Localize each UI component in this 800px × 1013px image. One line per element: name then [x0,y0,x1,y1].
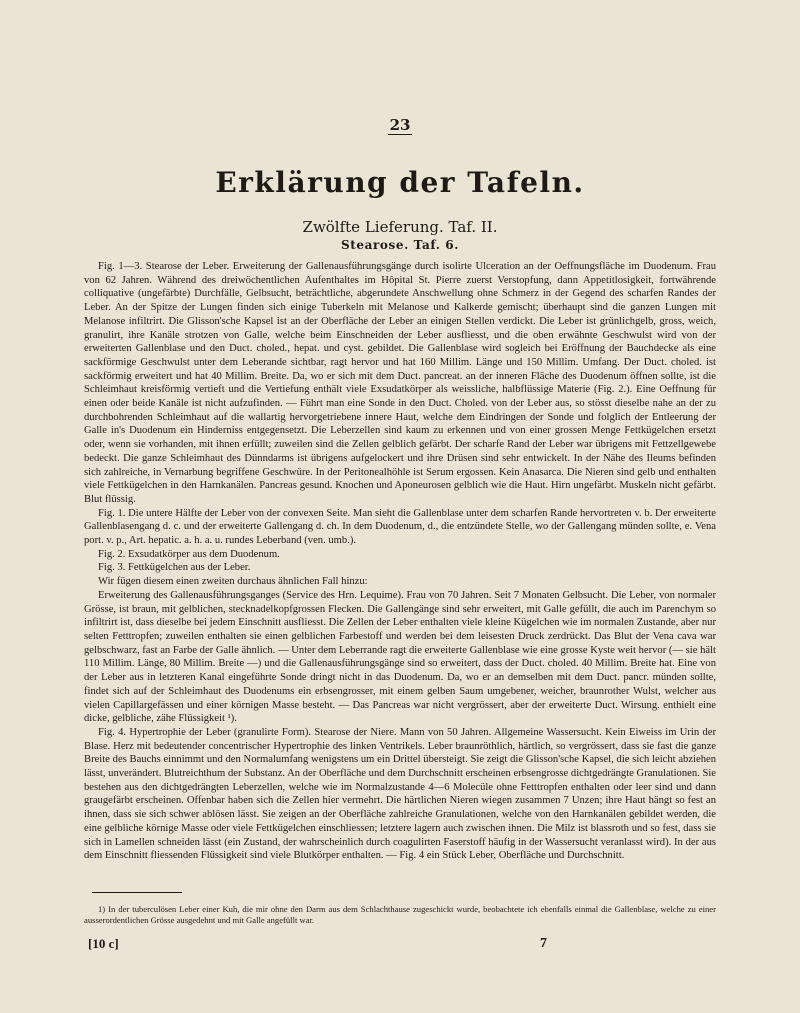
page-title: Erklärung der Tafeln. [215,166,585,199]
paragraph-fig-1: Fig. 1. Die untere Hälfte der Leber von der convexen Seite. Man sieht die Gallenblase unter dem scharfen Rande hervortreten v. b. Der erweiterte Gallenblasengang d. c. und der erweiterte Gallengang d. ch. In dem Duodenum, d., die entzündete Stelle, wo der Gallengang münden sollte, e. Vena port. v. p., Art. hepatic. a. h. a. u. rundes Leberband (ven. umb.). [84,507,716,547]
printer-signature: [10 c] [88,936,119,951]
section-subtitle: Zwölfte Lieferung. Taf. II. [302,218,498,236]
paragraph-fig-2: Fig. 2. Exsudatkörper aus dem Duodenum. [98,548,280,560]
footnote-text: 1) In der tuberculösen Leber einer Kuh, die mir ohne den Darm aus dem Schlachthause zugeschickt wurde, beobachtete ich ebenfalls einmal die Gallenblase, welche zu einer ausserordentlichen Grösse ausgedehnt und mit Galle angefüllt war. [84,904,716,925]
footnote [84,904,716,926]
sheet-number: 7 [540,936,547,951]
paragraph-second-case-intro: Wir fügen diesem einen zweiten durchaus ähnlichen Fall hinzu: [98,576,368,588]
body-text [84,260,716,863]
paragraph-fig-3: Fig. 3. Fettkügelchen aus der Leber. [98,562,251,574]
paragraph-fig-1-3: Fig. 1—3. Stearose der Leber. Erweiterung der Gallenausführungsgänge durch isolirte Ulceration an der Oeffnungsfläche im Duodenum. Frau von 62 Jahren. Während des dreiwöchentlichen Aufenthaltes im Hôpital St. Pierre zuerst Verstopfung, dann Appetitlosigkeit, fortwährende colliquative (ungefärbte) Durchfälle, Gelbsucht, beträchtliche, abgerundete Anschwellung ohne Schmerz in der Gegend des scharfen Randes der Leber. An der Spitze der Lungen finden sich einige Tuberkeln mit Melanose und Kalkerde gemischt; überhaupt sind die ganzen Lungen mit Melanose infiltrirt. Die Glisson'sche Kapsel ist an der Oberfläche der Leber an einigen Stellen verdickt. Die Leber ist grünlichgelb, gross, weich, granulirt, ihre Kanäle strotzen von Galle, welche beim Einschneiden der Leber ausfliesst, und die oben erwähnte Geschwulst wird von der erweiterten Gallenblase und den Duct. choled., hepat. und cyst. gebildet. Die Gallenblase wird sogleich bei Eröffnung der Bauchdecke als eine sackförmige Geschwulst unter dem Leberande sichtbar, ragt hervor und hat 160 Millim. Länge und 150 Millim. Umfang. Der Duct. choled. ist sackförmig erweitert und hat 40 Millim. Breite. Da, wo er sich mit dem Duct. pancreat. an der inneren Fläche des Duodenum öffnen sollte, ist die Schleimhaut kreisförmig vertieft und die Vertiefung enthält viele Exsudatkörper als weissliche, halbflüssige Materie (Fig. 2.). Eine Oeffnung für einen oder beide Kanäle ist nicht aufzufinden. — Führt man eine Sonde in den Duct. Choled. von der Leber aus, so stösst dieselbe nahe an der zu durchbohrenden Schleimhaut auf die wallartig hervorgetriebene innere Haut, welche dem Eindringen der Sonde und folglich der Entleerung der Galle in's Duodenum ein Hinderniss entgegensetzt. Die Leberzellen sind kaum zu erkennen und von einer grossen Menge Fettkügelchen ersetzt oder, wenn sie vorhanden, mit ihnen erfüllt; zuweilen sind die Zellen gelblich gefärbt. Der scharfe Rand der Leber war übrigens mit Fettzellgewebe bedeckt. Die ganze Schleimhaut des Dünndarms ist übrigens aufgelockert und ihre Drüsen sind sehr entwickelt. In der Nähe des Ileums befinden sich zahlreiche, in Vernarbung begriffene Geschwüre. In der Peritonealhöhle ist Serum ergossen. Kein Anasarca. Die Nieren sind gelb und enthalten viele Fettkügelchen in den Harnkanälen. Pancreas gesund. Knochen und Aponeurosen gelblich wie die Haut. Hirn ungefärbt. Muskeln nicht gefärbt. Blut flüssig. [84,261,716,505]
paragraph-fig-4: Fig. 4. Hypertrophie der Leber (granulirte Form). Stearose der Niere. Mann von 50 Jahren. Allgemeine Wassersucht. Kein Eiweiss im Urin der Blase. Herz mit bedeutender concentrischer Hypertrophie des linken Ventrikels. Leber braunröthlich, härtlich, so vergrössert, dass sie fast die ganze Breite des Bauchs einnimmt und den Normalumfang wenigstens um ein Drittel übersteigt. Sie zeigt die Glisson'sche Kapsel, die sich leicht abziehen lässt, unverändert. Blutreichthum der Substanz. An der Oberfläche und dem Durchschnitt erscheinen erbsengrosse dichtgedrängte Granulationen. Sie bestehen aus den dichtgedrängten Leberzellen, welche wie im Normalzustande 4—6 Molecüle ohne Fetttropfen enthalten oder leer sind und dann graugefärbt erscheinen. Offenbar haben sich die Zellen hier vermehrt. Die härtlichen Nieren wiegen zusammen 7 Unzen; ihre Haut hängt so fest an ihnen, dass sie sich schwer ablösen lässt. Sie zeigen an der Oberfläche zahlreiche Granulationen, welche von den Harnkanälen gebildet werden, die eine gelbliche körnige Masse oder viele Fettkügelchen einschliessen; letztere lagern auch zwischen ihnen. Die Milz ist blassroth und so fest, dass sie sich in Lamellen schneiden lässt (ein Zustand, der wahrscheinlich durch coagulirten Faserstoff häufig in der Wassersucht veranlasst wird). In der aus dem Einschnitt fliessenden Flüssigkeit sind viele Blutkörper enthalten. — Fig. 4 ein Stück Leber, Oberfläche und Durchschnitt. [84,726,716,862]
page-number: 23 [389,116,411,134]
paragraph-second-case: Erweiterung des Gallenausführungsganges (Service des Hrn. Lequime). Frau von 70 Jahren. Seit 7 Monaten Gelbsucht. Die Leber, von normaler Grösse, ist braun, mit gelblichen, stecknadelkopfgrossen Flecken. Die Gallengänge sind sehr erweitert, mit Galle gefüllt, die auch im Parenchym so infiltrirt ist, dass dieselbe bei jedem Einschnitt ausfliesst. Die Zellen der Leber enthalten viele kleine Kügelchen wie im normalen Zustande, aber nur selten Fetttropfen; zuweilen enthalten sie einen gelblichen Farbestoff und werden bei dem leisesten Druck zerdrückt. Das Blut der Vena cava war gelbschwarz, fast an Farbe der Galle ähnlich. — Unter dem Leberrande ragt die erweiterte Gallenblase wie eine grosse Kyste weit hervor (— sie hält 110 Millim. Länge, 80 Millim. Breite —) und die Gallenausführungsgänge sind so erweitert, dass der Duct. choled. 40 Millim. Breite hat. Eine von der Leber aus in letzteren Kanal eingeführte Sonde dringt nicht in das Duodenum. Da, wo er an demselben mit dem Duct. pancr. münden sollte, findet sich auf der Schleimhaut des Duodenums ein erbsengrosser, mit einem gelben Saum umgebener, weicher, braunrother Wulst, welcher aus vielen Capillargefässen und einer körnigen Masse besteht. — Das Pancreas war nicht vergrössert, aber der erweiterte Duct. Wirsung. enthielt eine dicke, gelbliche, zähe Flüssigkeit ¹). [84,589,716,725]
plate-heading: Stearose. Taf. 6. [340,238,460,252]
footnote-divider [92,892,182,893]
